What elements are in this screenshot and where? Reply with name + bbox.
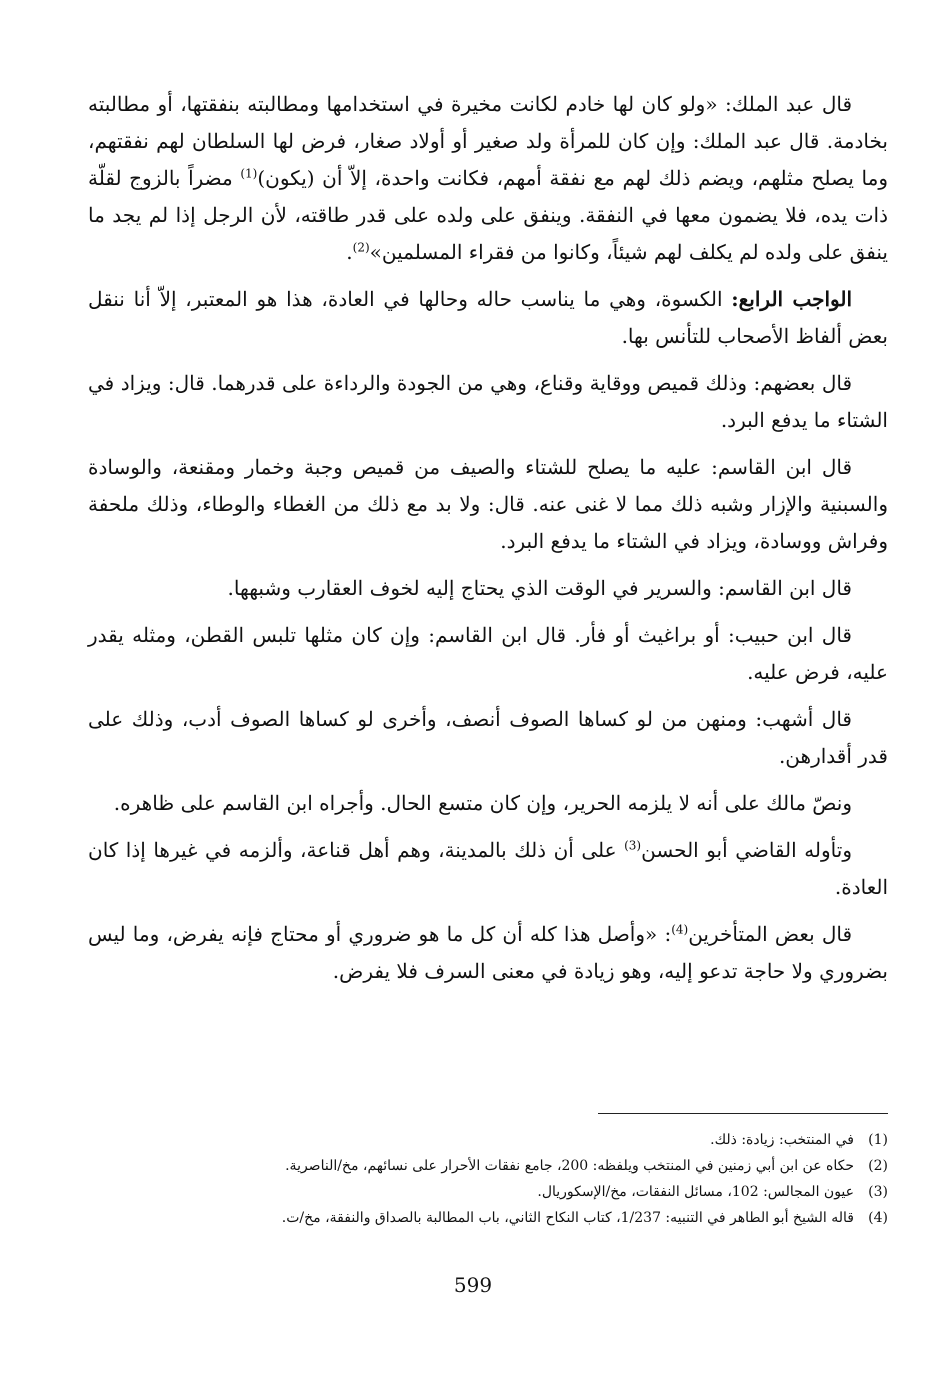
paragraph-1: قال عبد الملك: «ولو كان لها خادم لكانت مخيرة في استخدامها ومطالبته بنفقتها، أو مطالبته بخادمة. قال عبد الملك: وإن كان للمرأة ولد صغير أو أولاد صغار، فرض لها السلطان لهم نفقتهم، وما يصلح مثلهم، ويضم ذلك لهم مع نفقة أمهم، فكانت واحدة، إلاّ أن (يكون)$^{(1)}$ مضراً بالزوج لقلّة ذات يده، فلا يضمون معها في النفقة. وينفق على ولده على قدر طاقته، لأن الرجل إذا لم يجد ما ينفق على ولده لم يكلف لهم شيئاً، وكانوا من فقراء المسلمين»$^{(2)}$.	[88, 92, 888, 264]
footnote-number: (2)	[868, 1158, 888, 1174]
footnotes	[88, 1127, 888, 1231]
footnote-ref-3: (3)	[624, 838, 642, 853]
footnote-4	[88, 1205, 888, 1231]
section-lead: الواجب الرابع:	[731, 287, 852, 311]
paragraph-8: ونصّ مالك على أنه لا يلزمه الحرير، وإن كان متسع الحال. وأجراه ابن القاسم على ظاهره.	[113, 791, 852, 815]
footnote-3	[88, 1179, 888, 1205]
footnote-text: حكاه عن ابن أبي زمنين في المنتخب ويلفظه: 200، جامع نفقات الأحرار على نسائهم، مخ/الناصرية.	[285, 1158, 854, 1174]
footnote-number: (1)	[868, 1132, 888, 1148]
footnote-1	[88, 1127, 888, 1153]
footnote-ref-1: (1)	[240, 166, 258, 181]
footnote-ref-2: (2)	[352, 240, 370, 255]
footnote-text: عيون المجالس: 102، مسائل النفقات، مخ/الإسكوريال.	[537, 1184, 854, 1200]
paragraph-10: قال بعض المتأخرين$^{(4)}$: «وأصل هذا كله أن كل ما هو ضروري أو محتاج فإنه يفرض، وما ليس بضروري ولا حاجة تدعو إليه، وهو زيادة في معنى السرف فلا يفرض.	[88, 922, 888, 983]
paragraph-5: قال ابن القاسم: والسرير في الوقت الذي يحتاج إليه لخوف العقارب وشبهها.	[227, 576, 852, 600]
body-text	[88, 86, 888, 1000]
footnote-text: في المنتخب: زيادة: ذلك.	[710, 1132, 854, 1148]
footnote-separator	[598, 1113, 888, 1114]
paragraph-3: قال بعضهم: وذلك قميص ووقاية وقناع، وهي من الجودة والرداءة على قدرهما. قال: ويزاد في الشتاء ما يدفع البرد.	[88, 371, 888, 432]
page-number: 599	[453, 1273, 493, 1297]
paragraph-2: الواجب الرابع: الكسوة، وهي ما يناسب حاله وحالها في العادة، هذا هو المعتبر، إلاّ أنا ننقل بعض ألفاظ الأصحاب للتأنس بها.	[88, 287, 888, 348]
paragraph-9: وتأوله القاضي أبو الحسن$^{(3)}$ على أن ذلك بالمدينة، وهم أهل قناعة، وألزمه في غيرها إذا كان العادة.	[88, 838, 888, 899]
footnote-number: (4)	[868, 1210, 888, 1226]
footnote-number: (3)	[868, 1184, 888, 1200]
footnote-text: قاله الشيخ أبو الطاهر في التنبيه: 1/237، كتاب النكاح الثاني، باب المطالبة بالصداق والنفقة، مخ/ت.	[281, 1210, 854, 1226]
footnote-2	[88, 1153, 888, 1179]
paragraph-6: قال ابن حبيب: أو براغيث أو فأر. قال ابن القاسم: وإن كان مثلها تلبس القطن، ومثله يقدر عليه، فرض عليه.	[88, 623, 888, 684]
paragraph-7: قال أشهب: ومنهن من لو كساها الصوف أنصف، وأخرى لو كساها الصوف أدب، وذلك على قدر أقدارهن.	[88, 707, 888, 768]
paragraph-4: قال ابن القاسم: عليه ما يصلح للشتاء والصيف من قميص وجبة وخمار ومقنعة، والوسادة والسبنية والإزار وشبه ذلك مما لا غنى عنه. قال: ولا بد مع ذلك من الغطاء والوطاء، وذلك ملحفة وفراش ووسادة، ويزاد في الشتاء ما يدفع البرد.	[88, 455, 888, 553]
footnote-ref-4: (4)	[671, 922, 689, 937]
